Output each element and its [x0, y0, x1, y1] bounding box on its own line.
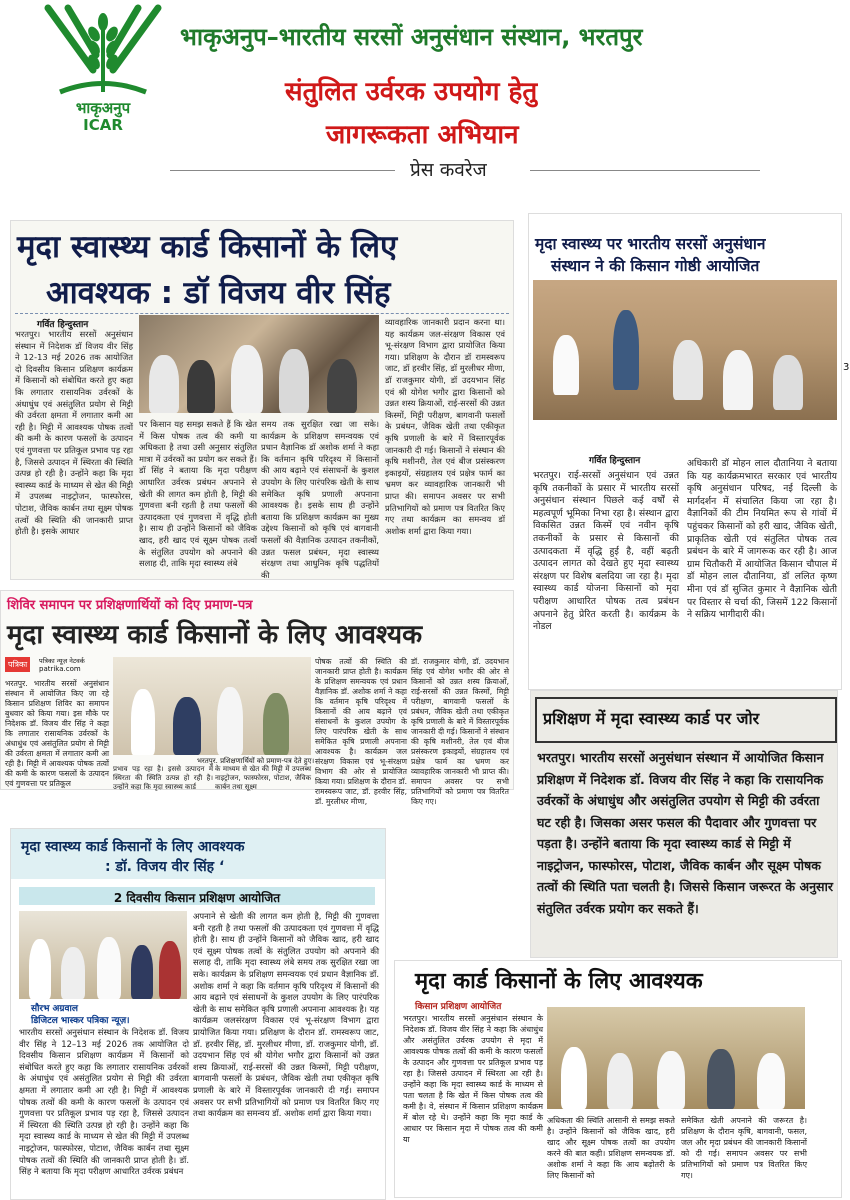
patrika-network-label: पत्रिका न्यूज़ नेटवर्क — [39, 657, 85, 665]
page-number: 3 — [843, 362, 850, 373]
clip5-column-right: अपनाने से खेती की लागत कम होती है, मिट्टी की गुणवत्ता बनी रहती है तथा फसलों की उत्पादकता एवं गुणवत्ता में वृद्धि होती है। साथ ही उन्होंने किसानों को जैविक खाद, हरी खाद एवं सूक्ष्म पोषक तत्वों के संतुलित उपयोग को अपनाने की सलाह दी, ताकि मृदा स्वास्थ्य लंबे समय तक सुरक्षित रखा जा सके। कार्यक्रम के प्रशिक्षण समन्वयक एवं प्रधान वैज्ञानिक डॉ. अशोक शर्मा ने कहा कि वर्तमान कृषि परिदृश्य में किसानों की आय बढ़ाने एवं संसाधनों के कुशल उपयोग के लिए पारंपरिक खेती के साथ समेकित कृषि प्रणाली अपनाना आवश्यक है। यह कार्यक्रम जलसंरक्षण विकास एवं भू-संरक्षण विभाग द्वारा प्रायोजित किया गया। प्रशिक्षण के दौरान डॉ. रामस्वरूप जाट, डॉ. हरवीर सिंह, डॉ. मुरलीधर मीणा, डॉ. राजकुमार योगी, डॉ. उदयभान सिंह एवं श्री योगेश भगौर द्वारा किसानों को उन्नत शस्य क्रियाओं, राई-सरसों की उन्नत किस्मों, मिट्टी परीक्षण, बागवानी फसलों के प्रबंधन, जैविक खेती तथा एकीकृत कृषि प्रणाली के बारे में विस्तारपूर्वक जानकारी दी गई। समापन अवसर पर सभी प्रतिभागियों को प्रमाण पत्र वितरित किए गए तथा कार्यक्रम का समन्वय डॉ. अशोक शर्मा द्वारा किया गया। — [193, 911, 379, 1119]
news-clip-2 — [528, 213, 842, 690]
clip1-headline-line1: मृदा स्वास्थ्य कार्ड किसानों के लिए — [17, 229, 398, 265]
clip5-banner — [19, 887, 375, 905]
clip6-column-1: भरतपुर। भारतीय सरसों अनुसंधान संस्थान के निदेशक डॉ. विजय वीर सिंह ने कहा कि अंधाधुंध और असंतुलित उर्वरक उपयोग से मृदा में आवश्यक पोषक तत्वों की कमी के कारण फसलों के उत्पादन और गुणवत्ता पर प्रतिकूल प्रभाव पड़ रहा है। जिससे उत्पादन में स्थिरता आ रही है। उन्होंने कहा कि मृदा स्वास्थ्य कार्ड के माध्यम से पता चलता है कि खेत में किस पोषक तत्व की कमी है। वे, संस्थान में किसान प्रशिक्षण कार्यक्रम में बोल रहे थे। उन्होंने कहा कि मृदा कार्ड के आधार पर किसान मृदा में पोषक तत्व की कमी या — [403, 1014, 543, 1144]
campaign-title-line1: संतुलित उर्वरक उपयोग हेतु — [285, 77, 538, 107]
clip1-column-4: व्यावहारिक जानकारी प्रदान करना था। यह कार्यक्रम जल-संरक्षण विकास एवं भू-संरक्षण विभाग द्वारा प्रायोजित किया गया। प्रशिक्षण के दौरान डॉ रामस्वरूप जाट, डॉ हरवीर सिंह, डॉ मुरलीधर मीणा, डॉ राजकुमार योगी, डॉ उदयभान सिंह एवं श्री योगेश भगौर द्वारा किसानों को उन्नत शस्य क्रियाओं, राई-सरसों की उन्नत किस्मों, मिट्टी परीक्षण, बागवानी फसलों के प्रबंधन, जैविक खेती तथा एकीकृत कृषि प्रणाली के बारे में विस्तारपूर्वक जानकारी दी गई। किसानों ने संस्थान की कृषि मशीनरी, तेल एवं बीज प्रसंस्करण इकाइयों, संग्रहालय एवं प्रक्षेत्र फार्म का भ्रमण कर व्यावहारिक जानकारी भी प्राप्त की। समापन अवसर पर सभी प्रतिभागियों को प्रमाण पत्र वितरित किए गए तथा कार्यक्रम का समन्वय डॉ अशोक शर्मा द्वारा किया गया। — [385, 317, 505, 536]
clip3-patrika-logo — [5, 657, 105, 675]
patrika-logo-badge: पत्रिका — [5, 657, 30, 672]
clip2-column-2: अधिकारी डॉ मोहन लाल दौतानिया ने बताया कि यह कार्यक्रमभारत सरकार एवं भारतीय कृषि अनुसंधान परिषद, नई दिल्ली के मार्गदर्शन में संचालित किया जा रहा है। वैज्ञानिकों की टीम नियमित रूप से गांवों में पहुंचकर किसानों को हरी खाद, जैविक खेती, प्राकृतिक खेती एवं संतुलित पोषक तत्व प्रबंधन के बारे में जागरूक कर रही है। आज ग्राम चितौकरी में आयोजित किसान चौपाल में डॉ मोहन लाल दौतानिया, डॉ ललित कृष्ण मीना एवं डॉ सुजित कुमार ने वैज्ञानिक खेती पर विस्तार से चर्चा की, जिसमें 122 किसानों ने सक्रिय भागीदारी की। — [687, 458, 837, 621]
clip6-headline: मृदा कार्ड किसानों के लिए आवश्यक — [415, 969, 703, 994]
clip5-byline-name: सौरभ अग्रवाल — [31, 1004, 78, 1014]
clip4-headline: प्रशिक्षण में मृदा स्वास्थ्य कार्ड पर जोर — [543, 709, 760, 728]
clip3-kicker: शिविर समापन पर प्रशिक्षणार्थियों को दिए प्रमाण-पत्र — [7, 598, 253, 613]
divider-left — [170, 170, 395, 171]
clip1-column-3: समय तक सुरक्षित रखा जा सके। कार्यक्रम के प्रशिक्षण समन्वयक एवं प्रधान वैज्ञानिक डॉ अशोक शर्मा ने कहा कि वर्तमान कृषि परिदृश्य में किसानों की आय बढ़ाने एवं संसाधनों के कुशल उपयोग के लिए पारंपरिक खेती के साथ समेकित कृषि प्रणाली अपनाना आवश्यक है। इसके साथ ही उन्होंने बताया कि प्रशिक्षण कार्यक्रम का मुख्य उद्देश्य किसानों को कृषि एवं बागवानी फसलों की वैज्ञानिक उत्पादन तकनीकों, उन्नत फसल प्रबंधन, मृदा स्वास्थ्य संरक्षण तथा आधुनिक कृषि पद्धतियों की — [261, 419, 379, 580]
clip4-body: भरतपुर। भारतीय सरसों अनुसंधान संस्थान में आयोजित किसान प्रशिक्षण में निदेशक डॉ. विजय वीर सिंह ने कहा कि रासायनिक उर्वरकों के अंधाधुंध और असंतुलित उपयोग से मिट्टी की उर्वरता घट रही है। जिसका असर फसल की पैदावार और गुणवत्ता पर पड़ता है। उन्होंने बताया कि मृदा स्वास्थ्य कार्ड से मिट्टी में नाइट्रोजन, फास्फोरस, पोटाश, जैविक कार्बन और सूक्ष्म पोषक तत्वों की स्थिति पता चलती है। जिससे किसान जरूरत के अनुसार संतुलित उर्वरक प्रयोग कर सकते हैं। — [537, 750, 833, 916]
clip3-headline: मृदा स्वास्थ्य कार्ड किसानों के लिए आवश्यक — [7, 620, 423, 650]
clip3-photo — [113, 657, 311, 755]
press-coverage-label: प्रेस कवरेज — [410, 159, 487, 181]
clip6-column-2: अधिकता की स्थिति आसानी से समझ सकते है। उन्होंने किसानों को जैविक खाद, हरी खाद और सूक्ष्म पोषक तत्वों का उपयोग करने की बात कही। प्रशिक्षण समन्वयक डॉ. अशोक शर्मा ने कहा कि आय बढ़ोतरी के लिए किसानों को — [547, 1116, 675, 1180]
clip2-column-1: भरतपुर। राई-सरसों अनुसंधान एवं उन्नत कृषि तकनीकों के प्रसार में भारतीय सरसों अनुसंधान संस्थान पिछले कई वर्षों से महत्वपूर्ण भूमिका निभा रहा है। संस्थान द्वारा विकसित उन्नत किस्में एवं नवीन कृषि तकनीकों के प्रसार से किसानों की उत्पादकता में वृद्धि हुई है, वहीं बढ़ती उत्पादन लागत को देखते हुए मृदा स्वास्थ्य संरक्षण पर विशेष बलदिया जा रहा है। मृदा स्वास्थ्य कार्ड योजना किसानों को मृदा परीक्षण आधारित पोषक तत्व प्रबंधन अपनाने हेतु प्रेरित करती है। कार्यक्रम के नोडल — [533, 470, 679, 633]
clip5-headline-line2: : डॉ. विजय वीर सिंह ‘ — [105, 859, 225, 875]
logo-text: भाकृअनुप ICAR — [75, 99, 131, 134]
clip5-column-left: भारतीय सरसों अनुसंधान संस्थान के निदेशक डॉ. विजय वीर सिंह ने 12–13 मई 2026 तक आयोजित दो दिवसीय किसान प्रशिक्षण कार्यक्रम में किसानों को संबोधित करते हुए कहा कि लगातार रासायनिक उर्वरकों के अंधाधुंध एवं असंतुलित प्रयोग से मिट्टी की उर्वरता क्षमता में लगातार कमी आ रही है। मिट्टी में आवश्यक पोषक तत्वों की कमी के कारण फसलों के उत्पादन एवं गुणवत्ता पर प्रतिकूल प्रभाव पड़ रहा है, जिससे उत्पादन में स्थिरता की स्थिति उत्पन्न हो रही है। उन्होंने कहा कि मृदा स्वास्थ्य कार्ड के माध्यम से खेत की मिट्टी में उपलब्ध नाइट्रोजन, फास्फोरस, पोटाश, जैविक कार्बन तथा सूक्ष्म पोषक तत्वों की स्थिति की जानकारी प्राप्त होती है। डॉ. सिंह ने बताया कि मृदा परीक्षण आधारित उर्वरक प्रबंधन — [19, 1027, 189, 1177]
clip3-bottom-col-2: के माध्यम से खेत की मिट्टी में उपलब्ध नाइट्रोजन, फास्फोरस, पोटाश, जैविक कार्बन तथा सूक्ष्म — [215, 765, 311, 791]
news-clip-3 — [0, 590, 514, 806]
clip1-photo — [139, 315, 379, 413]
clip3-photo-caption: भरतपुर. प्रशिक्षणार्थियों को प्रमाण-पत्र देते हुए। — [197, 757, 315, 765]
clip6-kicker: किसान प्रशिक्षण आयोजित — [415, 1002, 502, 1012]
news-clip-4 — [530, 690, 838, 958]
clip3-column-3: डॉ. राजकुमार योगी, डॉ. उदयभान सिंह एवं योगेश भगौर की ओर से किसानों को उन्नत शस्य क्रियाओं, राई-सरसों की उन्नत किस्मों, मिट्टी परीक्षण, बागवानी फसलों के प्रबंधन, जैविक खेती तथा एकीकृत कृषि प्रणाली के बारे में विस्तारपूर्वक जानकारी दी गई। किसानों ने संस्थान की कृषि मशीनरी, तेल एवं बीज प्रसंस्करण इकाइयों, संग्रहालय एवं प्रक्षेत्र फार्म का भ्रमण कर व्यावहारिक जानकारी भी प्राप्त की। समापन अवसर पर सभी प्रतिभागियों को प्रमाण पत्र वितरित किए गए। — [411, 657, 509, 806]
patrika-web-label: patrika.com — [39, 665, 81, 673]
clip3-column-1: भरतपुर. भारतीय सरसों अनुसंधान संस्थान में आयोजित किए जा रहे किसान प्रशिक्षण शिविर का समापन बुधवार को किया गया। इस मौके पर निदेशक डॉ. विजय वीर सिंह ने कहा कि लगातार रासायनिक उर्वरकों के अंधाधुंध एवं असंतुलित प्रयोग से मिट्टी की उर्वरता क्षमता में लगातार कमी आ रही है। मिट्टी में आवश्यक पोषक तत्वों की कमी के कारण फसलों के उत्पादन एवं गुणवत्ता पर प्रतिकूल — [5, 679, 109, 788]
news-clip-5 — [10, 828, 386, 1200]
clip2-headline-line2: संस्थान ने की किसान गोष्ठी आयोजित — [551, 257, 760, 275]
institute-title: भाकृअनुप–भारतीय सरसों अनुसंधान संस्थान, भरतपुर — [180, 23, 643, 51]
icar-logo — [38, 0, 168, 140]
news-clip-6 — [394, 960, 842, 1198]
campaign-title-line2: जागरूकता अभियान — [326, 120, 519, 150]
clip1-source: गर्वित हिन्दुस्तान — [37, 320, 89, 330]
clip1-column-2: पर किसान यह समझ सकते हैं कि खेत में किस पोषक तत्व की कमी या अधिकता है तथा उसी अनुसार संतुलित मात्रा में उर्वरकों का प्रयोग कर सकते हैं। डॉ सिंह ने बताया कि मृदा परीक्षण आधारित उर्वरक प्रबंधन अपनाने से खेती की लागत कम होती है, मिट्टी की गुणवत्ता बनी रहती है तथा फसलों की उत्पादकता एवं गुणवत्ता में वृद्धि होती है। साथ ही उन्होंने किसानों को जैविक खाद, हरी खाद एवं सूक्ष्म पोषक तत्वों के संतुलित उपयोग को अपनाने की सलाह दी, ताकि मृदा स्वास्थ्य लंबे — [139, 419, 257, 569]
clip2-photo — [533, 280, 837, 420]
clip3-column-2: पोषक तत्वों की स्थिति की जानकारी प्राप्त होती है। कार्यक्रम के प्रशिक्षण समन्वयक एवं प्रधान वैज्ञानिक डॉ. अशोक शर्मा ने कहा कि वर्तमान कृषि परिदृश्य में किसानों की आय बढ़ाने एवं संसाधनों के कुशल उपयोग के लिए पारंपरिक खेती के साथ समेकित कृषि प्रणाली अपनाना आवश्यक है। कार्यक्रम जल संरक्षण विकास एवं भू-संरक्षण विभाग की ओर से प्रायोजित किया गया। प्रशिक्षण के दौरान डॉ. रामस्वरूप जाट, डॉ. हरवीर सिंह, डॉ. मुरलीधर मीणा, — [315, 657, 407, 806]
clip1-headline-line2: आवश्यक : डॉ विजय वीर सिंह — [46, 275, 391, 311]
clip4-headline-box — [535, 697, 837, 743]
clip2-source: गर्वित हिन्दुस्तान — [589, 456, 641, 466]
clip6-column-3: समेकित खेती अपनाने की जरूरत है। प्रशिक्षण के दौरान कृषि, बागवानी, फसल, जल और मृदा प्रबंधन की जानकारी किसानों को दी गई। समापन अवसर पर सभी प्रतिभागियों को प्रमाण पत्र वितरित किए गए। — [681, 1116, 807, 1180]
clip5-banner-text: 2 दिवसीय किसान प्रशिक्षण आयोजित — [113, 891, 281, 905]
clip6-photo — [547, 1007, 805, 1109]
clip3-bottom-col-1: प्रभाव पड़ रहा है। इससे उत्पादन में स्थिरता की स्थिति उत्पन्न हो रही है। उन्होंने कहा कि मृदा स्वास्थ्य कार्ड — [113, 765, 213, 791]
clip5-headline-line1: मृदा स्वास्थ्य कार्ड किसानों के लिए आवश्यक — [21, 839, 245, 855]
news-clip-1 — [10, 220, 514, 580]
clip2-headline-line1: मृदा स्वास्थ्य पर भारतीय सरसों अनुसंधान — [535, 235, 766, 253]
divider-right — [530, 170, 760, 171]
clip5-header-band — [11, 829, 385, 879]
clip5-byline-org: डिजिटल भास्कर पत्रिका न्यूज़। — [31, 1016, 130, 1026]
clip5-photo — [19, 911, 187, 999]
clip1-column-1: भरतपुर। भारतीय सरसों अनुसंधान संस्थान में निदेशक डॉ विजय वीर सिंह ने 12-13 मई 2026 तक आयोजित दो दिवसीय किसान प्रशिक्षण कार्यक्रम में किसानों को संबोधित करते हुए कहा कि लगातार रासायनिक उर्वरकों के अंधाधुंध एवं असंतुलित प्रयोग से मिट्टी की उर्वरता क्षमता में लगातार कमी आ रही है। मिट्टी में आवश्यक पोषक तत्वों की कमी के कारण फसलों के उत्पादन एवं गुणवत्ता पर प्रतिकूल प्रभाव पड़ रहा है, जिससे उत्पादन में स्थिरता की स्थिति उत्पन्न हो रही है। उन्होंने कहा कि मृदा स्वास्थ्य कार्ड के माध्यम से खेत की मिट्टी में उपलब्ध नाइट्रोजन, फास्फोरस, पोटाश, जैविक कार्बन तथा सूक्ष्म पोषक तत्वों की स्थिति की जानकारी प्राप्त होती है। इसके आधार — [15, 329, 133, 537]
